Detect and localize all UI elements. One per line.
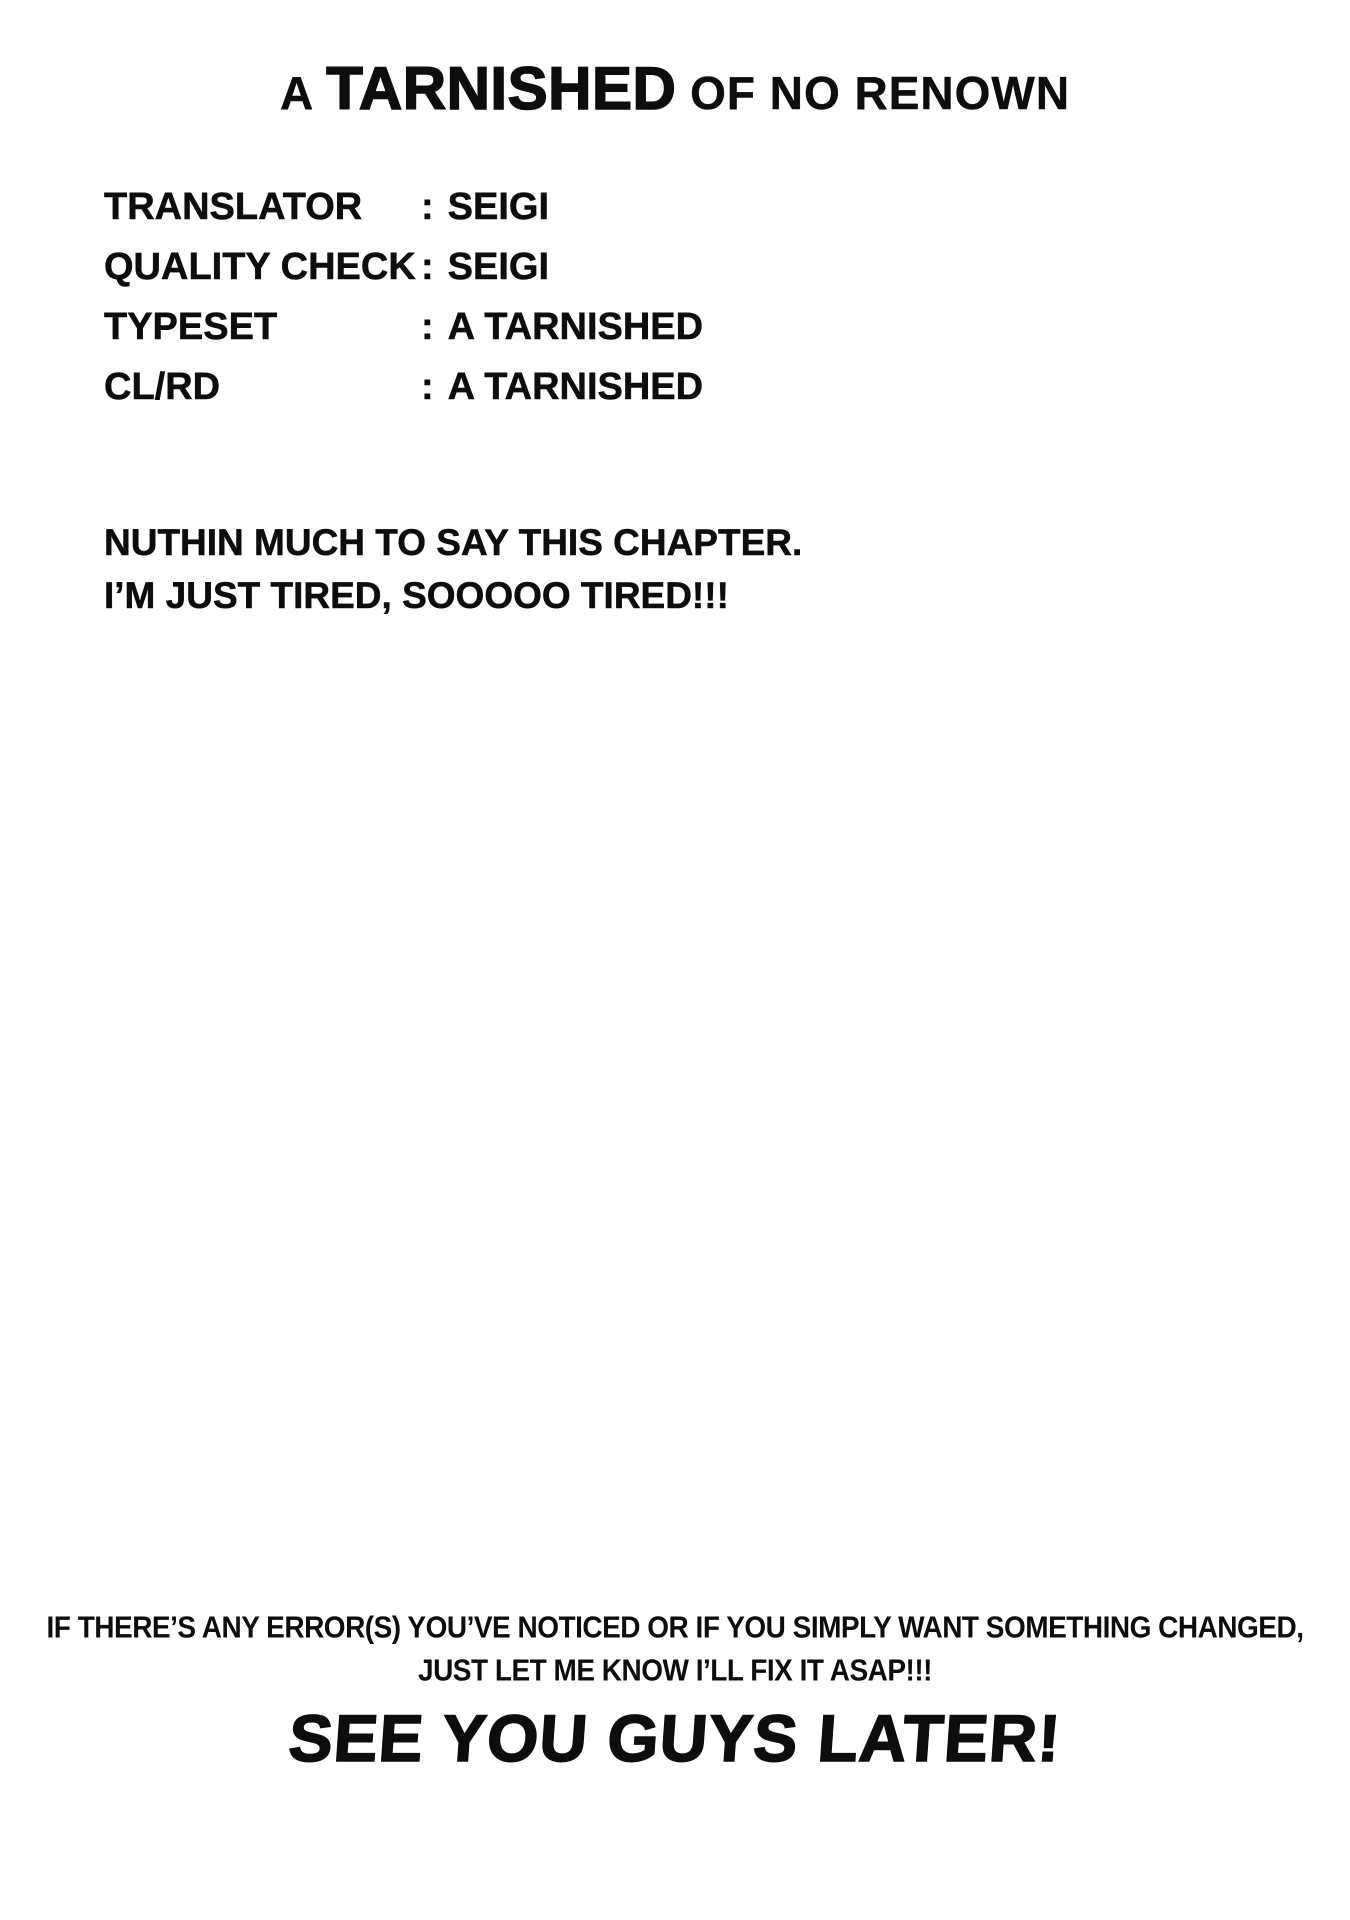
- title-prefix: A: [279, 67, 313, 119]
- credit-value: A TARNISHED: [447, 306, 704, 348]
- credit-row-translator: [104, 186, 703, 246]
- signoff-text: SEE YOU GUYS LATER!: [286, 1701, 1064, 1775]
- credit-label: TRANSLATOR: [104, 186, 363, 228]
- credit-label: QUALITY CHECK: [104, 246, 416, 288]
- title-suffix: OF NO RENOWN: [690, 67, 1071, 119]
- credit-separator: :: [421, 366, 434, 408]
- credit-value: SEIGI: [447, 186, 550, 228]
- credit-separator: :: [421, 306, 434, 348]
- credits-list: [104, 186, 703, 426]
- credit-value: A TARNISHED: [447, 366, 704, 408]
- credit-value: SEIGI: [447, 246, 550, 288]
- credit-row-quality-check: [104, 246, 703, 306]
- translator-note: [104, 516, 802, 622]
- credit-separator: :: [421, 186, 434, 228]
- credit-separator: :: [421, 246, 434, 288]
- credit-row-cl-rd: [104, 366, 703, 426]
- credit-row-typeset: [104, 306, 703, 366]
- translator-note-line-1: NUTHIN MUCH TO SAY THIS CHAPTER.: [104, 522, 803, 563]
- footer-note-line-1: IF THERE’S ANY ERROR(S) YOU’VE NOTICED OR IF YOU SIMPLY WANT SOMETHING CHANGED,: [46, 1610, 1304, 1644]
- footer-note: [0, 1606, 1350, 1692]
- page-title: [0, 54, 1350, 123]
- credit-label: TYPESET: [104, 306, 278, 348]
- credit-label: CL/RD: [104, 366, 221, 408]
- footer-note-line-2: JUST LET ME KNOW I’LL FIX IT ASAP!!!: [418, 1653, 932, 1687]
- translator-note-line-2: I’M JUST TIRED, SOOOOO TIRED!!!: [104, 575, 729, 616]
- title-emphasis: TARNISHED: [326, 55, 677, 122]
